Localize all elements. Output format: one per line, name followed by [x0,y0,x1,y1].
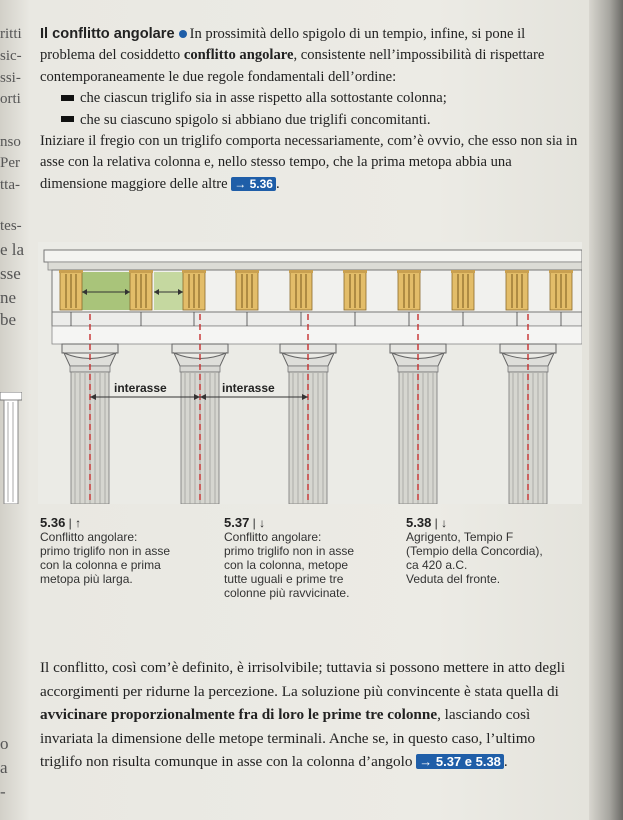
margin-fragment: sic- [0,48,22,64]
margin-fragment: Per [0,155,20,171]
section-heading: Il conflitto angolare [40,26,175,42]
interasse-label: interasse [114,381,167,395]
rule-item-2 [40,110,580,131]
arrow-down-icon: ↓ [259,516,266,530]
intro-sentence-3: Iniziare il fregio con un triglifo comporta necessariamente, com’è ovvio, che esso non sia in asse con la relativa colonna e, nello stesso tempo, che la prima metopa abbia una dimensione maggiore delle altre [40,133,578,192]
margin-fragment: sse [0,264,21,283]
architrave [52,312,582,326]
caption-number: 5.36 [40,515,66,530]
caption-line: Veduta del fronte. [406,572,501,586]
caption-line: Agrigento, Tempio F [406,530,514,544]
caption-line: colonne più ravvicinate. [224,586,350,600]
triglyph [59,270,83,310]
arrow-up-icon: ↑ [75,516,82,530]
intro-sentence-1: In prossimità dello spigolo di un tempio, infine, si pone il problema del cosiddetto [40,26,526,64]
intro-term: conflitto angolare [183,47,294,64]
caption-5-38: 5.38 | ↓ Agrigento, Tempio F (Tempio della Concordia), ca 420 a.C. Veduta del fronte. [406,515,543,586]
rule-text-2: che su ciascuno spigolo si abbiano due triglifi concomitanti. [80,111,431,128]
caption-line: Conflitto angolare: [40,530,138,544]
margin-fragment: - [0,782,6,801]
period: . [503,753,508,771]
intro-sentence-2: , consistente nell’impossibilità di rispettare contemporaneamente le due regole fondamentali dell’ordine: [40,47,545,85]
entablature-diagram [38,242,582,504]
cornice [44,250,582,262]
margin-fragment: o [0,734,9,753]
triglyph [235,270,259,310]
facing-column-fragment [0,392,22,504]
triglyph [451,270,475,310]
architrave-lower [52,326,582,344]
margin-fragment: tes- [0,218,22,234]
body-emphasis: avvicinare proporzionalmente fra di loro le prime tre colonne [40,706,438,724]
triglyph [129,270,153,310]
caption-line: con la colonna e prima [40,558,161,572]
interasse-label: interasse [222,381,275,395]
caption-5-36: 5.36 | ↑ Conflitto angolare: primo triglifo non in asse con la colonna e prima metopa più larga. [40,515,171,586]
body-text-1: Il conflitto, così com’è definito, è irrisolvibile; tuttavia si possono mettere in atto degli accorgimenti per ridurne la percezione. La soluzione più convincente è stata quella di [40,659,566,700]
caption-number: 5.37 [224,515,250,530]
triglyph [549,270,573,310]
body-text-2: , lasciando così invariata la dimensione delle metope terminali. Anche se, in questo caso, l’ultimo triglifo non risulta comunque in asse con la colonna d’angolo [40,706,536,771]
diagram-svg [38,242,582,504]
period: . [275,175,280,192]
margin-fragment: a [0,758,8,777]
figure-reference: → 5.37 e 5.38 [416,754,504,769]
rule-item-1 [40,88,580,109]
margin-fragment: ssi- [0,70,21,86]
bullet-icon [61,95,74,101]
columns [62,344,556,504]
triglyph [182,270,206,310]
margin-fragment: nso [0,134,21,150]
caption-number: 5.38 [406,515,432,530]
metope-wide [82,272,130,310]
rule-text-1: che ciascun triglifo sia in asse rispetto alla sottostante colonna; [80,90,447,107]
margin-fragment: ritti [0,26,22,42]
heading-dot-icon [179,30,187,38]
caption-line: tutte uguali e prime tre [224,572,344,586]
caption-line: ca 420 a.C. [406,558,468,572]
arrow-down-icon: ↓ [441,516,448,530]
triglyph [343,270,367,310]
margin-fragment: e la [0,240,25,259]
caption-line: Conflitto angolare: [224,530,322,544]
margin-fragment: be [0,310,17,329]
page-edge [589,0,623,820]
triglyph [397,270,421,310]
caption-line: metopa più larga. [40,572,133,586]
bullet-icon [61,116,74,122]
cornice-band [48,262,582,270]
margin-fragment: tta- [0,177,20,193]
caption-line: primo triglifo non in asse [224,544,355,558]
figure-reference: → 5.36 [231,177,276,191]
caption-line: (Tempio della Concordia), [406,544,543,558]
caption-line: con la colonna, metope [224,558,349,572]
margin-fragment: ne [0,288,17,307]
triglyph [505,270,529,310]
caption-line: primo triglifo non in asse [40,544,171,558]
body-paragraph [40,656,580,774]
caption-5-37: 5.37 | ↓ Conflitto angolare: primo triglifo non in asse con la colonna, metope tutte uguali e prime tre colonne più ravvicinate. [224,515,355,600]
triglyph [289,270,313,310]
intro-text [40,24,580,195]
margin-fragment: orti [0,91,21,107]
